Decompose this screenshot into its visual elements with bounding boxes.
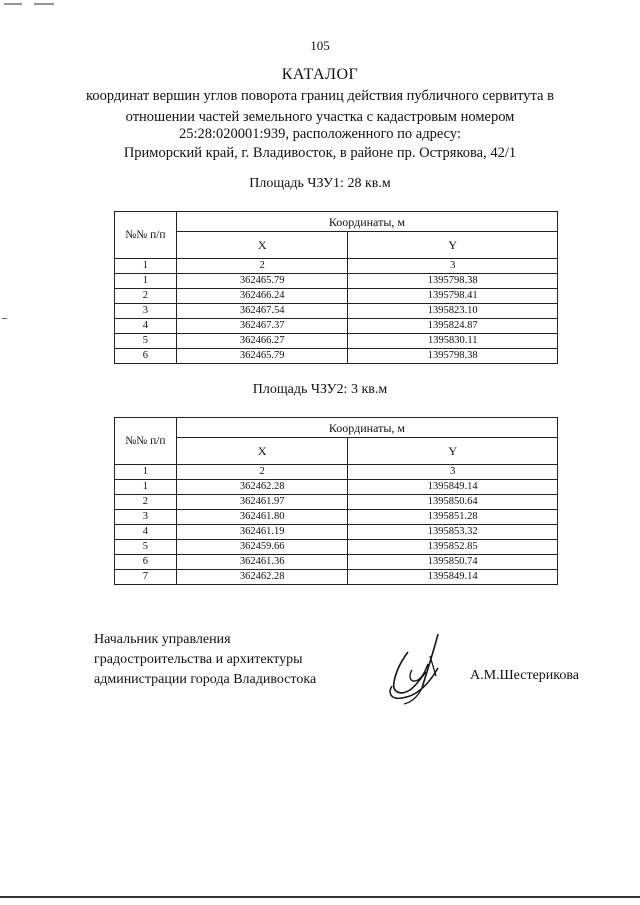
index-cell: 2: [176, 259, 348, 274]
y-value: 1395798.38: [348, 349, 558, 364]
document-title: КАТАЛОГ: [281, 66, 359, 83]
col-header-coordinates: Координаты, м: [176, 212, 557, 232]
margin-mark: [2, 318, 7, 319]
point-number: 4: [115, 525, 177, 540]
table-row: [115, 495, 558, 510]
col-header-y: Y: [348, 438, 558, 465]
table-row: [115, 555, 558, 570]
x-value: 362462.28: [176, 570, 348, 585]
index-cell: 1: [115, 465, 177, 480]
table-row: [115, 570, 558, 585]
table-row: [115, 480, 558, 495]
table-row: [115, 319, 558, 334]
point-number: 2: [115, 289, 177, 304]
table-row: [115, 349, 558, 364]
y-value: 1395853.32: [348, 525, 558, 540]
x-value: 362465.79: [176, 274, 348, 289]
x-value: 362461.19: [176, 525, 348, 540]
title-line-4: Приморский край, г. Владивосток, в районе пр. Острякова, 42/1: [123, 145, 517, 161]
point-number: 4: [115, 319, 177, 334]
y-value: 1395823.10: [348, 304, 558, 319]
table-row: [115, 510, 558, 525]
x-value: 362466.27: [176, 334, 348, 349]
table-row: [115, 274, 558, 289]
position-line: администрации города Владивостока: [94, 672, 317, 687]
title-line-1: координат вершин углов поворота границ действия публичного сервитута в: [86, 88, 554, 104]
table-row: [115, 525, 558, 540]
table-row: [115, 304, 558, 319]
x-value: 362459.66: [176, 540, 348, 555]
area-label-1: Площадь ЧЗУ1: 28 кв.м: [249, 176, 391, 191]
y-value: 1395849.14: [348, 480, 558, 495]
position-line: Начальник управления: [94, 632, 231, 647]
official-position: [94, 630, 316, 690]
col-header-number: №№ п/п: [115, 418, 177, 465]
point-number: 6: [115, 349, 177, 364]
point-number: 5: [115, 334, 177, 349]
area-label-2: Площадь ЧЗУ2: 3 кв.м: [252, 382, 388, 397]
point-number: 1: [115, 274, 177, 289]
scan-corner-mark: [0, 0, 60, 8]
point-number: 3: [115, 510, 177, 525]
table-row: [115, 289, 558, 304]
x-value: 362467.54: [176, 304, 348, 319]
point-number: 3: [115, 304, 177, 319]
coordinates-table-1: [114, 211, 558, 364]
point-number: 1: [115, 480, 177, 495]
col-header-x: X: [176, 232, 348, 259]
point-number: 5: [115, 540, 177, 555]
x-value: 362465.79: [176, 349, 348, 364]
signer-name: А.М.Шестерикова: [470, 668, 580, 683]
col-header-coordinates: Координаты, м: [176, 418, 557, 438]
table-row: [115, 540, 558, 555]
title-line-2: отношении частей земельного участка с кадастровым номером: [125, 109, 515, 125]
col-header-number: №№ п/п: [115, 212, 177, 259]
x-value: 362462.28: [176, 480, 348, 495]
y-value: 1395798.38: [348, 274, 558, 289]
x-value: 362466.24: [176, 289, 348, 304]
y-value: 1395850.74: [348, 555, 558, 570]
y-value: 1395830.11: [348, 334, 558, 349]
point-number: 6: [115, 555, 177, 570]
index-cell: 2: [176, 465, 348, 480]
y-value: 1395798.41: [348, 289, 558, 304]
y-value: 1395824.87: [348, 319, 558, 334]
y-value: 1395851.28: [348, 510, 558, 525]
col-header-x: X: [176, 438, 348, 465]
x-value: 362461.97: [176, 495, 348, 510]
y-value: 1395850.64: [348, 495, 558, 510]
index-cell: 3: [348, 465, 558, 480]
x-value: 362467.37: [176, 319, 348, 334]
page-number: 105: [310, 38, 330, 53]
table-row: [115, 334, 558, 349]
index-cell: 1: [115, 259, 177, 274]
point-number: 2: [115, 495, 177, 510]
col-header-y: Y: [348, 232, 558, 259]
title-line-3: 25:28:020001:939, расположенного по адресу:: [179, 126, 461, 142]
index-cell: 3: [348, 259, 558, 274]
page-bottom-border: [0, 896, 640, 898]
point-number: 7: [115, 570, 177, 585]
x-value: 362461.36: [176, 555, 348, 570]
handwritten-signature: [382, 630, 452, 710]
x-value: 362461.80: [176, 510, 348, 525]
coordinates-table-2: [114, 417, 558, 585]
position-line: градостроительства и архитектуры: [94, 652, 303, 667]
y-value: 1395852.85: [348, 540, 558, 555]
y-value: 1395849.14: [348, 570, 558, 585]
